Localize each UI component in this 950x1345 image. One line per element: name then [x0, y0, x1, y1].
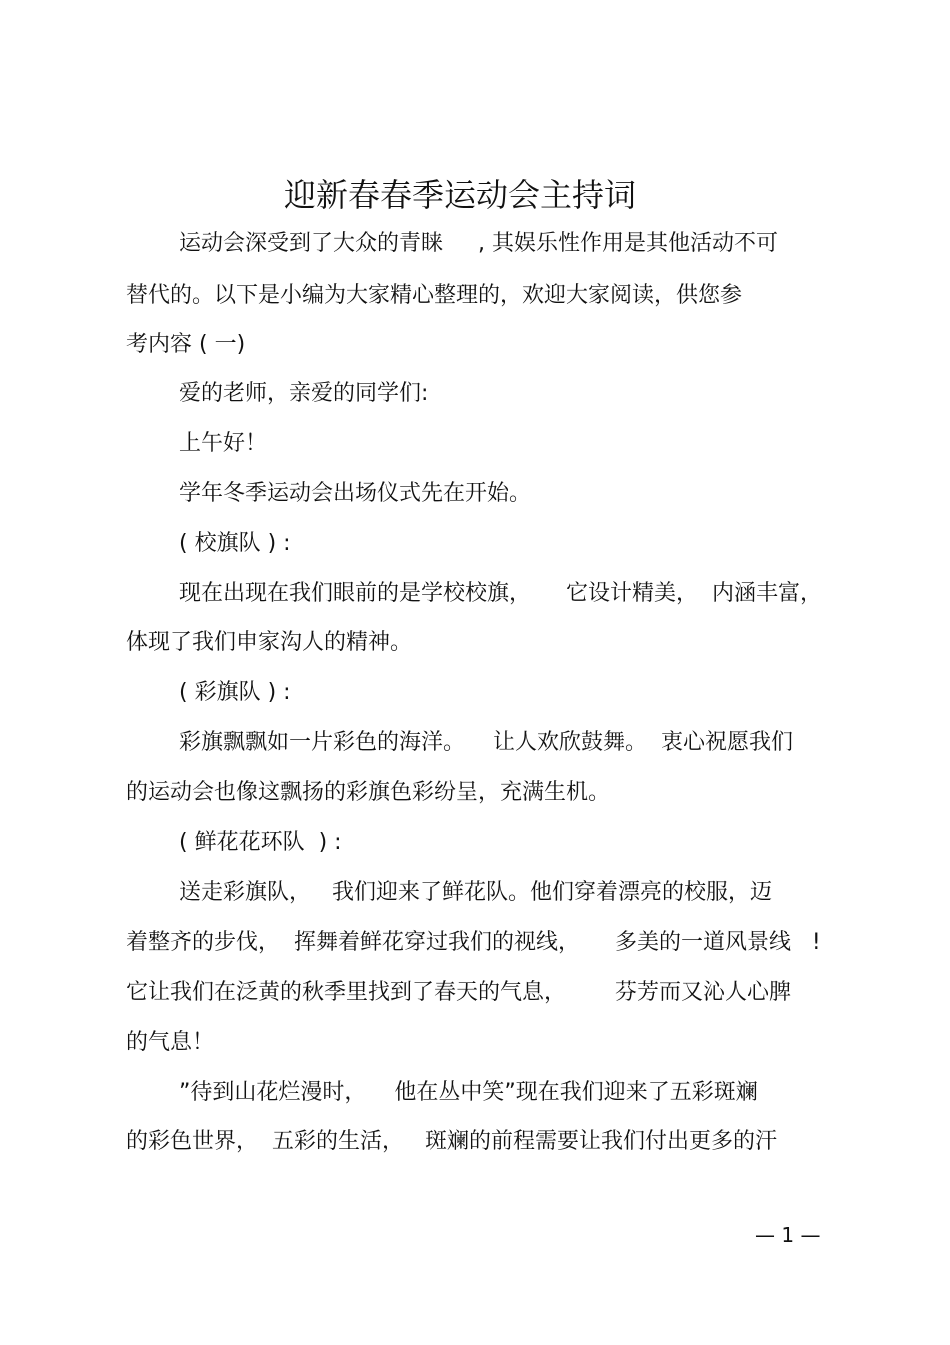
paragraph-line: 体现了我们申家沟人的精神。: [126, 630, 413, 655]
document-title: 迎新春春季运动会主持词: [283, 176, 636, 214]
paragraph-line: 彩旗飘飘如一片彩色的海洋。 让人欢欣鼓舞。 衷心祝愿我们: [179, 730, 793, 755]
paragraph-line: 的运动会也像这飘扬的彩旗色彩纷呈，充满生机。: [126, 780, 611, 805]
paragraph-line: 学年冬季运动会出场仪式先在开始。: [179, 481, 532, 506]
paragraph-line: ( 彩旗队 ) :: [179, 680, 291, 705]
paragraph-line: 的彩色世界， 五彩的生活， 斑斓的前程需要让我们付出更多的汗: [126, 1129, 777, 1154]
paragraph-line: 考内容 ( 一): [126, 332, 246, 357]
paragraph-line: 替代的。以下是小编为大家精心整理的，欢迎大家阅读，供您参: [126, 283, 743, 308]
paragraph-line: ( 鲜花花环队 ) :: [179, 830, 342, 855]
paragraph-line: 送走彩旗队， 我们迎来了鲜花队。他们穿着漂亮的校服，迈: [179, 880, 772, 905]
paragraph-line: ”待到山花烂漫时， 他在丛中笑”现在我们迎来了五彩斑斓: [179, 1080, 758, 1105]
paragraph-line: 运动会深受到了大众的青睐 , 其娱乐性作用是其他活动不可: [179, 231, 778, 256]
paragraph-line: 爱的老师，亲爱的同学们:: [179, 381, 429, 406]
paragraph-line: 着整齐的步伐， 挥舞着鲜花穿过我们的视线， 多美的一道风景线 !: [126, 930, 821, 955]
paragraph-line: 上午好！: [179, 431, 268, 456]
paragraph-line: 现在出现在我们眼前的是学校校旗， 它设计精美， 内涵丰富，: [179, 581, 822, 606]
paragraph-line: ( 校旗队 ) :: [179, 531, 291, 556]
page-number: — 1 —: [755, 1223, 821, 1247]
paragraph-line: 的气息！: [126, 1030, 215, 1055]
paragraph-line: 它让我们在泛黄的秋季里找到了春天的气息， 芬芳而又沁人心脾: [126, 980, 791, 1005]
